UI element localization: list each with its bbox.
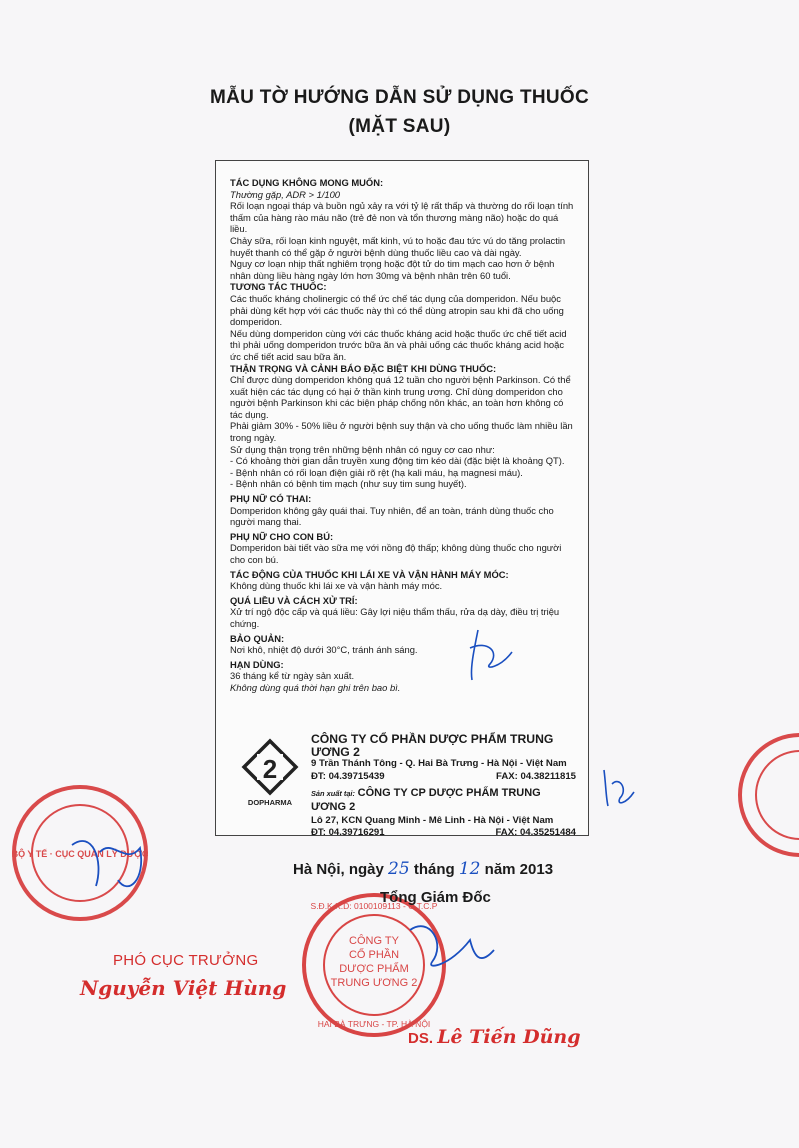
company-phone: ĐT: 04.39715439 — [311, 770, 385, 782]
pharmacist-signer — [408, 1026, 581, 1048]
date-line — [293, 859, 553, 879]
precautions-line: Chỉ được dùng domperidon không quá 12 tuần cho người bệnh Parkinson. Có thể xuất hiện các tác dụng có hại ở thần kinh trung ương. Chỉ dùng domperidon cho người bệnh Parkinson khi các biện pháp chống nôn khác, an toàn hơn không có tác dụng. — [230, 374, 571, 420]
right-edge-stamp — [740, 735, 799, 855]
adverse-effects-frequency: Thường gặp, ADR > 1/100 — [230, 188, 341, 200]
date-year: năm 2013 — [484, 861, 554, 878]
precautions-line: - Bệnh nhân có bệnh tim mạch (như suy tim sung huyết). — [230, 478, 467, 490]
pharmacist-name: Lê Tiến Dũng — [437, 1026, 581, 1048]
ministry-stamp — [12, 787, 149, 919]
director-title: Tổng Giám Đốc — [380, 889, 491, 906]
page-title-line1: MẪU TỜ HƯỚNG DẪN SỬ DỤNG THUỐC — [209, 87, 590, 108]
right-edge-initials — [604, 770, 634, 806]
interactions-line: Nếu dùng domperidon cùng với các thuốc kháng acid hoặc thuốc ức chế tiết acid thì phải uống domperidon trước bữa ăn và phải uống các thuốc kháng acid hoặc ức chế tiết acid sau bữa ăn. — [230, 327, 567, 362]
shelf-life-note: Không dùng quá thời hạn ghi trên bao bì. — [230, 681, 401, 693]
interactions-line: Các thuốc kháng cholinergic có thể ức chế tác dụng của domperidon. Nếu buộc phải dùng kết hợp với các thuốc này thì có thể dùng atropin sau khi đã cho uống domperidon. — [230, 292, 564, 328]
storage-line: Nơi khô, nhiệt độ dưới 30°C, tránh ánh sáng. — [230, 644, 418, 656]
section-heading-overdose: QUÁ LIỀU VÀ CÁCH XỬ TRÍ: — [230, 594, 358, 606]
shelf-life-line: 36 tháng kể từ ngày sản xuất. — [230, 670, 355, 682]
date-place: Hà Nội, ngày — [293, 861, 384, 878]
manufacturer-name: CÔNG TY CP DƯỢC PHẨM TRUNG ƯƠNG 2 — [311, 787, 541, 813]
section-heading-lactation: PHỤ NỮ CHO CON BÚ: — [230, 530, 334, 542]
logo-number: 2 — [262, 754, 278, 784]
section-heading-shelf-life: HẠN DÙNG: — [230, 658, 284, 670]
director-signature — [410, 926, 494, 965]
manufacturer-label: Sản xuất tại: — [311, 789, 355, 799]
manufacturer-fax: FAX: 04.35251484 — [495, 827, 576, 839]
adverse-effects-line: Chảy sữa, rối loạn kinh nguyệt, mất kinh, vú to hoặc đau tức vú do tăng prolactin huyết thanh có thể gặp ở người bệnh dùng thuốc liều cao và dài ngày. — [230, 234, 566, 258]
logo-caption: DOPHARMA — [247, 798, 293, 807]
company-stamp-line: DƯỢC PHẨM — [339, 963, 409, 975]
company-stamp-line: CỔ PHẦN — [348, 949, 400, 961]
section-heading-pregnancy: PHỤ NỮ CÓ THAI: — [230, 493, 312, 505]
section-heading-interactions: TƯƠNG TÁC THUỐC: — [230, 281, 327, 293]
section-heading-precautions: THẬN TRỌNG VÀ CẢNH BÁO ĐẶC BIỆT KHI DÙNG THUỐC: — [230, 362, 497, 374]
driving-line: Không dùng thuốc khi lái xe và vận hành máy móc. — [230, 580, 443, 592]
manufacturer-phone: ĐT: 04.39716291 — [311, 827, 385, 839]
ministry-stamp-text: BỘ Y TẾ · CỤC QUẢN LÝ DƯỢC — [11, 849, 149, 859]
section-heading-driving: TÁC ĐỘNG CỦA THUỐC KHI LÁI XE VÀ VẬN HÀNH MÁY MÓC: — [230, 568, 509, 580]
manufacturer-address: Lô 27, KCN Quang Minh - Mê Linh - Hà Nội - Việt Nam — [311, 814, 554, 826]
deputy-title: PHÓ CỤC TRƯỞNG — [113, 952, 259, 969]
leaflet-initials-signature — [470, 630, 512, 680]
pharmacist-prefix: DS. — [408, 1030, 434, 1047]
date-month: 12 — [458, 859, 481, 879]
deputy-signature — [72, 841, 141, 886]
adverse-effects-line: Nguy cơ loạn nhịp thất nghiêm trọng hoặc đột tử do tim mạch cao hơn ở bệnh nhân dùng liều hàng ngày lớn hơn 30mg và bệnh nhân trên 60 tuổi. — [230, 258, 555, 281]
adverse-effects-line: Rối loạn ngoại tháp và buồn ngủ xảy ra với tỷ lệ rất thấp và thường do rối loạn tính thấm của hàng rào máu não (trẻ đẻ non và tổn thương màng não) hoặc do quá liều. — [230, 200, 574, 235]
company-address: 9 Trần Thánh Tông - Q. Hai Bà Trưng - Hà Nội - Việt Nam — [311, 758, 567, 770]
lactation-line: Domperidon bài tiết vào sữa mẹ với nồng độ thấp; không dùng thuốc cho người cho con bú. — [230, 542, 562, 565]
pregnancy-line: Domperidon không gây quái thai. Tuy nhiên, để an toàn, tránh dùng thuốc cho người mang thai. — [230, 504, 554, 528]
company-stamp-line: TRUNG ƯƠNG 2 — [330, 977, 418, 989]
overdose-line: Xử trí ngộ độc cấp và quá liều: Gây lợi niệu thẩm thấu, rửa dạ dày, điều trị triệu chứng. — [230, 606, 560, 629]
company-stamp-ring-top: S.Đ.K.K.D: 0100109113 - C.T.C.P — [310, 901, 438, 911]
precautions-line: Sử dụng thận trọng trên những bệnh nhân có nguy cơ cao như: — [230, 443, 495, 455]
section-heading-adverse-effects: TÁC DỤNG KHÔNG MONG MUỐN: — [230, 177, 384, 188]
page-title-line2: (MẶT SAU) — [348, 116, 451, 137]
deputy-name: Nguyễn Việt Hùng — [80, 976, 287, 1000]
precautions-line: - Có khoảng thời gian dẫn truyền xung động tim kéo dài (đặc biệt là khoảng QT). — [230, 455, 565, 467]
precautions-line: - Bệnh nhân có rối loạn điện giải rõ rệt (hạ kali máu, hạ magnesi máu). — [230, 466, 523, 478]
company-stamp — [304, 895, 444, 1035]
date-day: 25 — [388, 859, 410, 879]
company-name: CÔNG TY CỔ PHẦN DƯỢC PHẨM TRUNG ƯƠNG 2 — [311, 732, 554, 759]
company-stamp-ring-bottom: HAI BÀ TRƯNG - TP. HÀ NỘI — [317, 1019, 431, 1029]
date-month-label: tháng — [413, 861, 455, 878]
company-fax: FAX: 04.38211815 — [495, 770, 576, 782]
precautions-line: Phải giảm 30% - 50% liều ở người bệnh suy thận và cho uống thuốc làm nhiều lần trong ngày. — [230, 420, 573, 444]
company-stamp-line: CÔNG TY — [349, 935, 399, 947]
section-heading-storage: BẢO QUẢN: — [230, 632, 285, 644]
